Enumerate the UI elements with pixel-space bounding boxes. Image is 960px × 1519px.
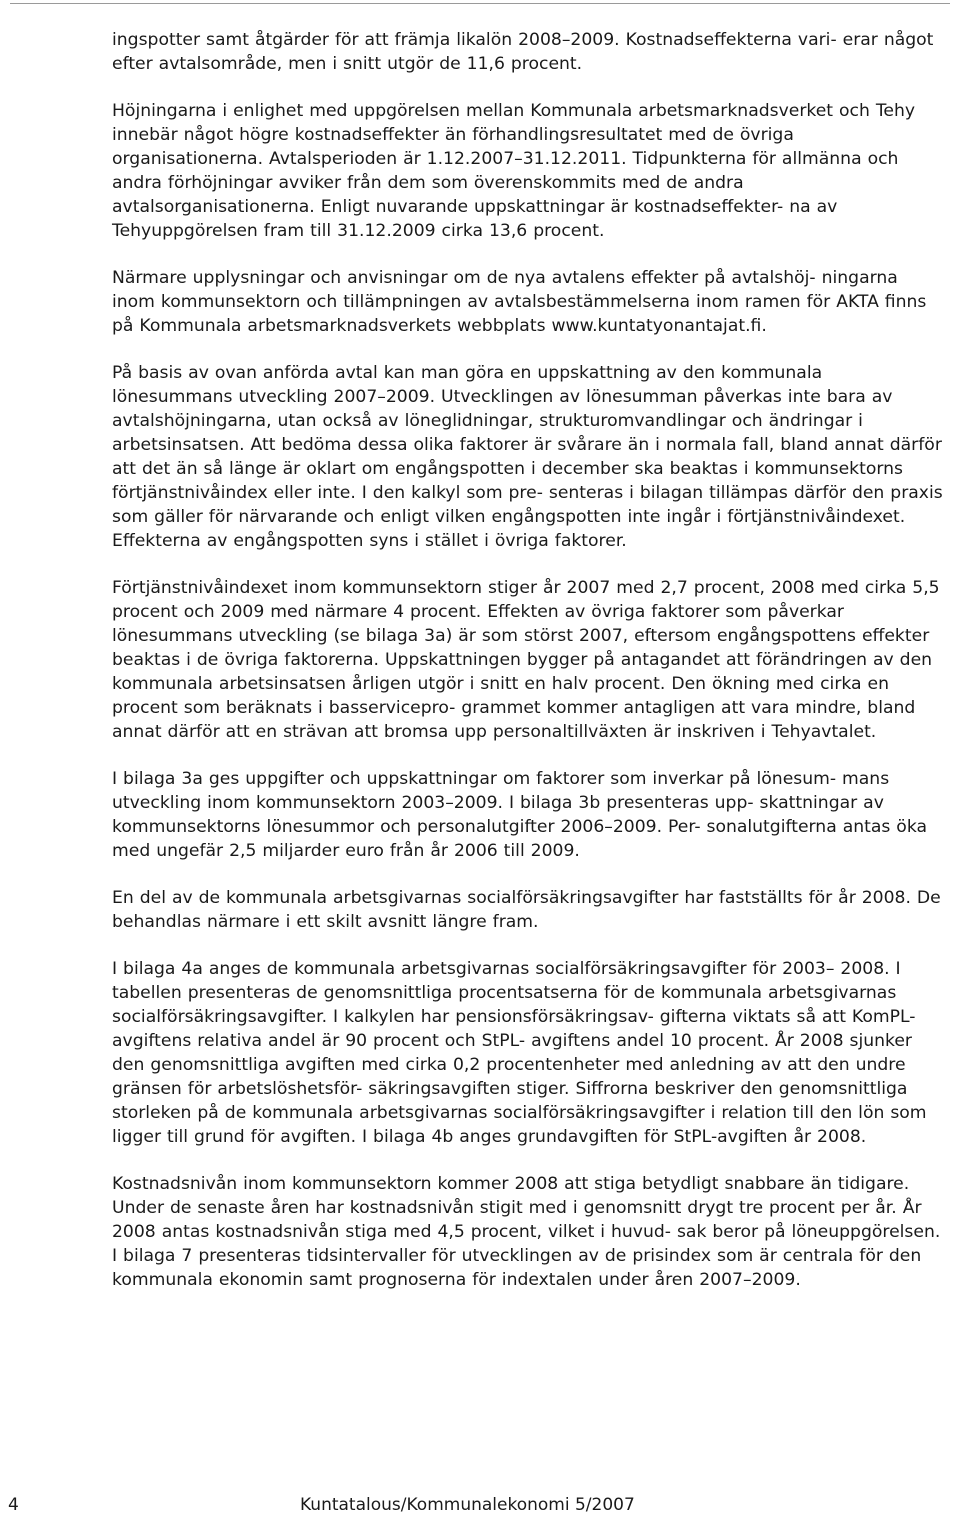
paragraph: I bilaga 3a ges uppgifter och uppskattningar om faktorer som inverkar på lönesum- mans utveckling inom kommunsektorn 2003–2009. I bilaga 3b presenteras upp- skattningar av kommunsektorns lönesummor och personalutgifter 2006–2009. Per- sonalutgifterna antas öka med ungefär 2,5 miljarder euro från år 2006 till 2009.: [112, 769, 928, 861]
paragraph: Kostnadsnivån inom kommunsektorn kommer 2008 att stiga betydligt snabbare än tidigare. Under de senaste åren har kostnadsnivån stigit med i genomsnitt drygt tre procent per år. År 2008 antas kostnadsnivån stiga med 4,5 procent, vilket i huvud- sak beror på löneuppgörelsen. I bilaga 7 presenteras tidsintervaller för utvecklingen av de prisindex som är centrala för den kommunala ekonomin samt prognoserna för indextalen under åren 2007–2009.: [112, 1174, 941, 1290]
paragraph: Höjningarna i enlighet med uppgörelsen mellan Kommunala arbetsmarknadsverket och Tehy innebär något högre kostnadseffekter än förhandlingsresultatet med de övriga organisationerna. Avtalsperioden är 1.12.2007–31.12.2011. Tidpunkterna för allmänna och andra förhöjningar avviker från dem som överenskommits med de andra avtalsorganisationerna. Enligt nuvarande uppskattningar är kostnadseffekter- na av Tehyuppgörelsen fram till 31.12.2009 cirka 13,6 procent.: [112, 101, 916, 241]
paragraph: I bilaga 4a anges de kommunala arbetsgivarnas socialförsäkringsavgifter för 2003– 2008. I tabellen presenteras de genomsnittliga procentsatserna för de kommunala arbetsgivarnas socialförsäkringsavgifter. I kalkylen har pensionsförsäkringsav- gifterna viktats så att KomPL-avgiftens relativa andel är 90 procent och StPL- avgiftens andel 10 procent. År 2008 sjunker den genomsnittliga avgiften med cirka 0,2 procentenheter med anledning av att den undre gränsen för arbetslöshetsför- säkringsavgiften stiger. Siffrorna beskriver den genomsnittliga storleken på de kommunala arbetsgivarnas socialförsäkringsavgifter i relation till den lön som ligger till grund för avgiften. I bilaga 4b anges grundavgiften för StPL-avgiften år 2008.: [112, 959, 927, 1147]
journal-title: Kuntatalous/Kommunalekonomi 5/2007: [300, 1495, 635, 1515]
paragraph: Förtjänstnivåindexet inom kommunsektorn stiger år 2007 med 2,7 procent, 2008 med cirka 5,5 procent och 2009 med närmare 4 procent. Effekten av övriga faktorer som påverkar lönesummans utveckling (se bilaga 3a) är som störst 2007, eftersom engångspottens effekter beaktas i de övriga faktorerna. Uppskattningen bygger på antagandet att förändringen av den kommunala arbetsinsatsen årligen utgör i snitt en halv procent. Den ökning med cirka en procent som beräknats i basservicepro- grammet kommer antagligen att vara mindre, bland annat därför att en strävan att bromsa upp personaltillväxten är inskriven i Tehyavtalet.: [112, 578, 940, 742]
paragraph: En del av de kommunala arbetsgivarnas socialförsäkringsavgifter har fastställts för år 2008. De behandlas närmare i ett skilt avsnitt längre fram.: [112, 888, 941, 932]
header-rule: [10, 3, 950, 4]
paragraph: På basis av ovan anförda avtal kan man göra en uppskattning av den kommunala lönesummans utveckling 2007–2009. Utvecklingen av lönesumman påverkas inte bara av avtalshöjningarna, utan också av löneglidningar, strukturomvandlingar och ändringar i arbetsinsatsen. Att bedöma dessa olika faktorer är svårare än i normala fall, bland annat därför att det än så länge är oklart om engångspotten i december ska beaktas i kommunsektorns förtjänstnivåindex eller inte. I den kalkyl som pre- senteras i bilagan tillämpas därför den praxis som gäller för närvarande och enligt vilken engångspotten inte ingår i förtjänstnivåindexet. Effekterna av engångspotten syns i stället i övriga faktorer.: [112, 363, 943, 551]
article-body: [112, 28, 946, 1292]
paragraph: ingspotter samt åtgärder för att främja likalön 2008–2009. Kostnadseffekterna vari- erar något efter avtalsområde, men i snitt utgör de 11,6 procent.: [112, 30, 934, 74]
paragraph: Närmare upplysningar och anvisningar om de nya avtalens effekter på avtalshöj- ningarna inom kommunsektorn och tillämpningen av avtalsbestämmelserna inom ramen för AKTA finns på Kommunala arbetsmarknadsverkets webbplats www.kuntatyonantajat.fi.: [112, 268, 927, 336]
page-number: 4: [8, 1495, 19, 1515]
